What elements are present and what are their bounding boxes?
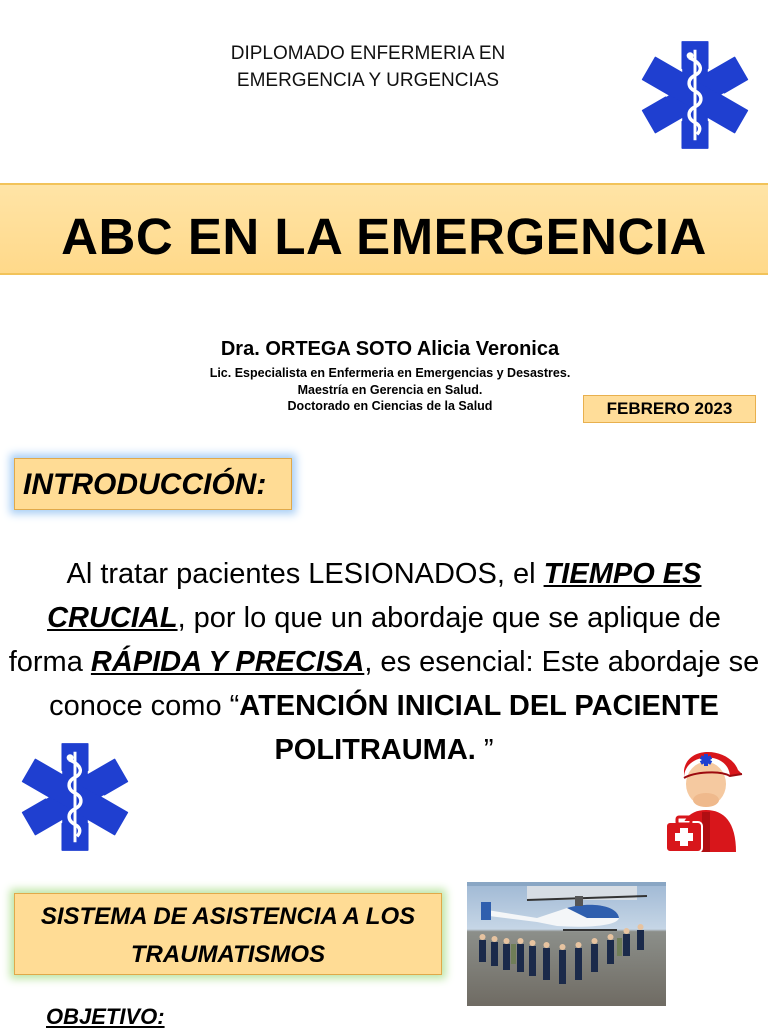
intro-heading: INTRODUCCIÓN: xyxy=(14,458,292,510)
paragraph-text: Al tratar pacientes LESIONADOS, el xyxy=(66,558,544,590)
course-title-line1: DIPLOMADO ENFERMERIA EN xyxy=(230,43,506,64)
emphasis-time-crucial: TIEMPO ES CRUCIAL xyxy=(47,558,702,634)
date-badge: FEBRERO 2023 xyxy=(583,395,756,423)
objective-heading: OBJETIVO: xyxy=(46,1004,165,1029)
credential-line: Maestría en Gerencia en Salud. xyxy=(297,382,483,397)
ambulance-helicopter-photo xyxy=(467,882,666,1006)
star-of-life-icon xyxy=(16,738,134,856)
system-heading-line1: SISTEMA DE ASISTENCIA A LOS xyxy=(40,903,416,930)
credential-line: Lic. Especialista en Enfermeria en Emergencias y Desastres. xyxy=(209,366,571,380)
page-title: ABC EN LA EMERGENCIA xyxy=(61,208,707,265)
system-heading-line2: TRAUMATISMOS xyxy=(130,941,326,968)
paragraph-text: , por lo que un abordaje que se aplique de forma xyxy=(8,602,721,678)
course-title xyxy=(150,40,586,94)
system-heading xyxy=(14,893,442,975)
paragraph-text: ” xyxy=(475,734,494,766)
emphasis-initial-care: ATENCIÓN INICIAL DEL PACIENTE POLITRAUMA. xyxy=(239,690,719,766)
course-title-line2: EMERGENCIA Y URGENCIAS xyxy=(236,70,500,91)
emphasis-fast-precise: RÁPIDA Y PRECISA xyxy=(90,646,365,678)
paragraph-text: , es esencial: Este abordaje se conoce como “ xyxy=(49,646,760,722)
star-of-life-icon xyxy=(636,36,754,154)
first-aid-kit-icon xyxy=(666,817,702,852)
author-credentials xyxy=(150,365,630,415)
paramedic-icon xyxy=(664,740,744,856)
author-name: Dra. ORTEGA SOTO Alicia Veronica xyxy=(220,338,560,360)
credential-line: Doctorado en Ciencias de la Salud xyxy=(287,399,493,413)
